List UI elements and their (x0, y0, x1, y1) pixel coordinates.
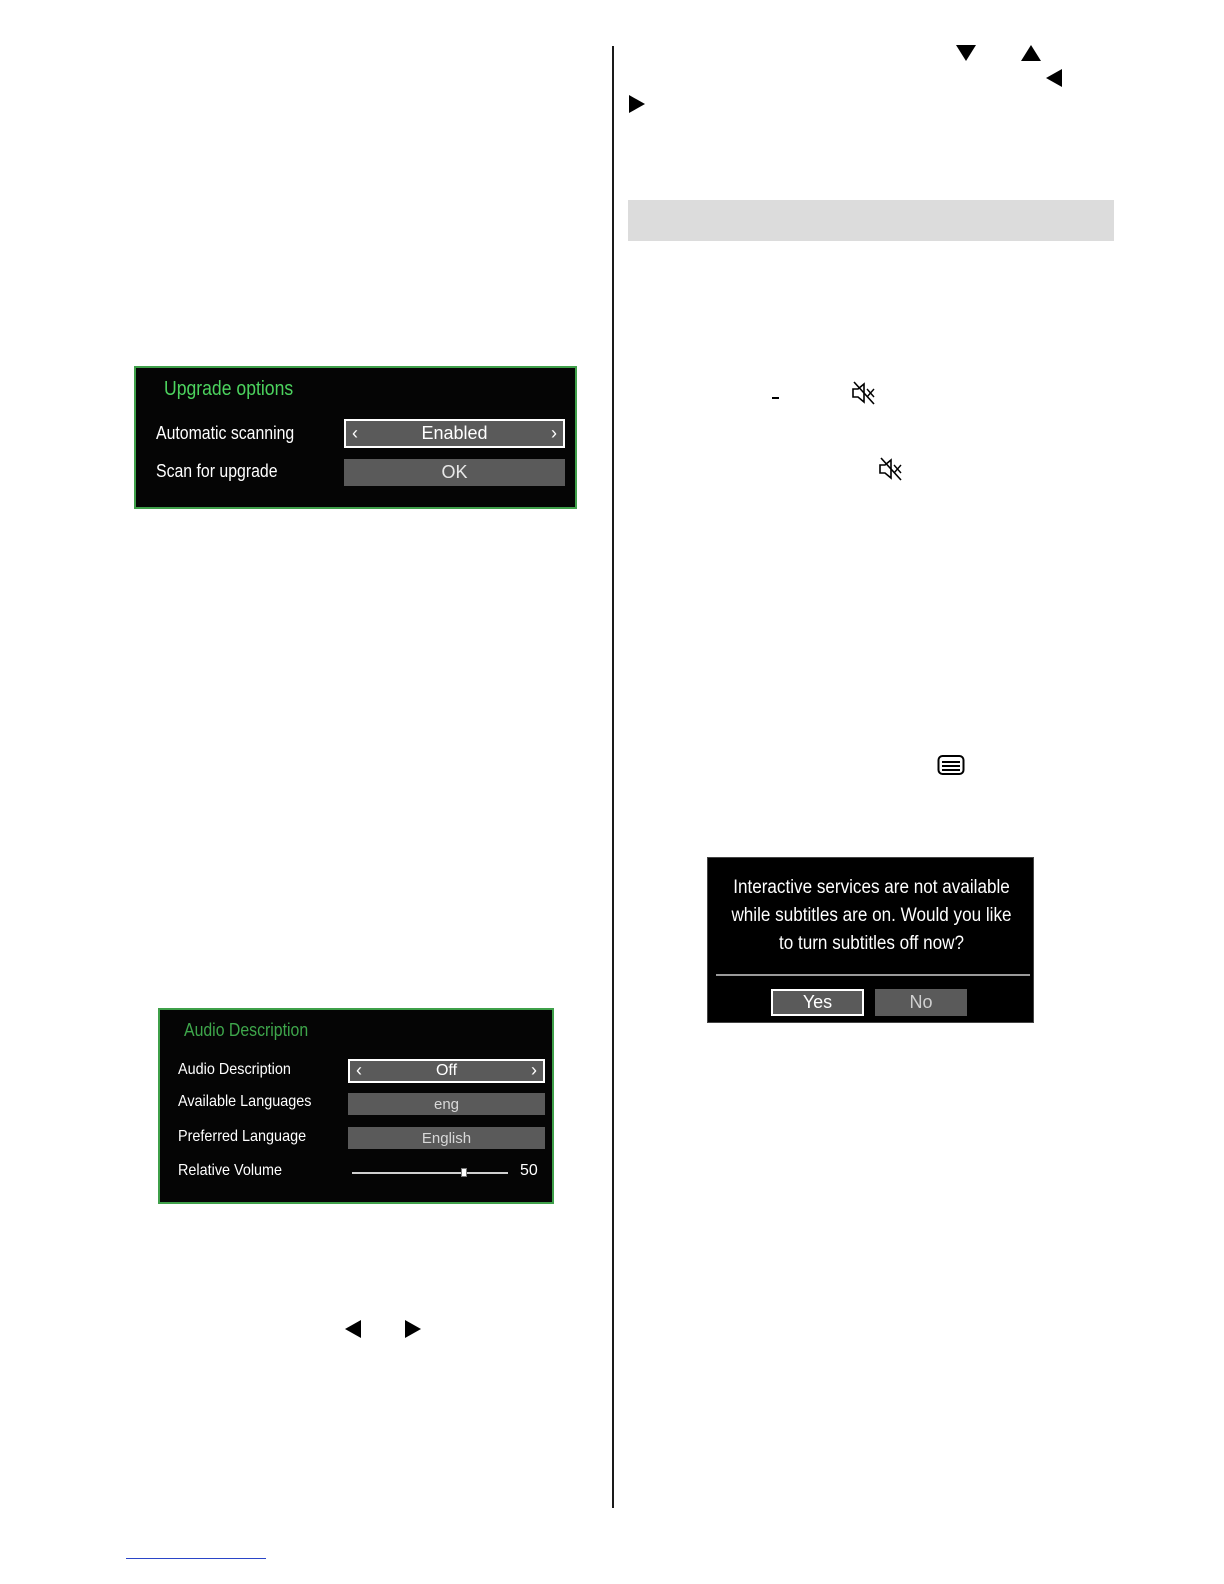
scan-for-upgrade-button[interactable]: OK (344, 459, 565, 486)
panel-title: Upgrade options (164, 378, 294, 400)
automatic-scanning-selector[interactable] (344, 419, 565, 448)
relative-volume-value: 50 (520, 1162, 538, 1179)
audio-description-value: Off (435, 1062, 458, 1079)
chevron-left-icon[interactable]: ‹ (352, 422, 358, 443)
left-triangle-icon (1045, 68, 1063, 91)
mute-icon (877, 456, 903, 485)
preferred-language-value[interactable]: English (348, 1127, 545, 1149)
chevron-left-icon[interactable]: ‹ (356, 1060, 362, 1081)
dialog-message: Interactive services are not available while subtitles are on. Would you like to turn subtitles off now? (731, 877, 1012, 954)
available-languages-label: Available Languages (178, 1093, 312, 1110)
up-triangle-icon (1020, 44, 1042, 65)
subtitle-conflict-dialog (707, 857, 1034, 1023)
right-triangle-icon (628, 94, 646, 117)
relative-volume-slider[interactable] (352, 1172, 508, 1174)
no-button[interactable]: No (875, 989, 967, 1016)
panel-title: Audio Description (184, 1020, 309, 1040)
subtitle-icon (937, 754, 965, 779)
down-triangle-icon (955, 44, 977, 65)
footer-link-rule (126, 1558, 266, 1559)
dash-mark (772, 397, 779, 399)
available-languages-value[interactable]: eng (348, 1093, 545, 1115)
relative-volume-slider-handle[interactable] (461, 1168, 467, 1177)
column-divider (612, 46, 614, 1508)
automatic-scanning-value: Enabled (421, 423, 488, 443)
mute-icon (850, 380, 876, 409)
upgrade-options-panel (134, 366, 577, 509)
audio-description-label: Audio Description (178, 1061, 291, 1078)
audio-description-selector[interactable] (348, 1059, 545, 1083)
automatic-scanning-label: Automatic scanning (156, 423, 295, 443)
left-triangle-icon (344, 1319, 362, 1342)
audio-description-panel (158, 1008, 554, 1204)
dialog-divider (716, 974, 1030, 976)
relative-volume-label: Relative Volume (178, 1162, 283, 1179)
section-header-bar (628, 200, 1114, 241)
preferred-language-label: Preferred Language (178, 1128, 307, 1145)
scan-for-upgrade-label: Scan for upgrade (156, 461, 278, 481)
right-triangle-icon (404, 1319, 422, 1342)
chevron-right-icon[interactable]: › (531, 1060, 537, 1081)
chevron-right-icon[interactable]: › (551, 422, 557, 443)
yes-button[interactable]: Yes (771, 989, 864, 1016)
